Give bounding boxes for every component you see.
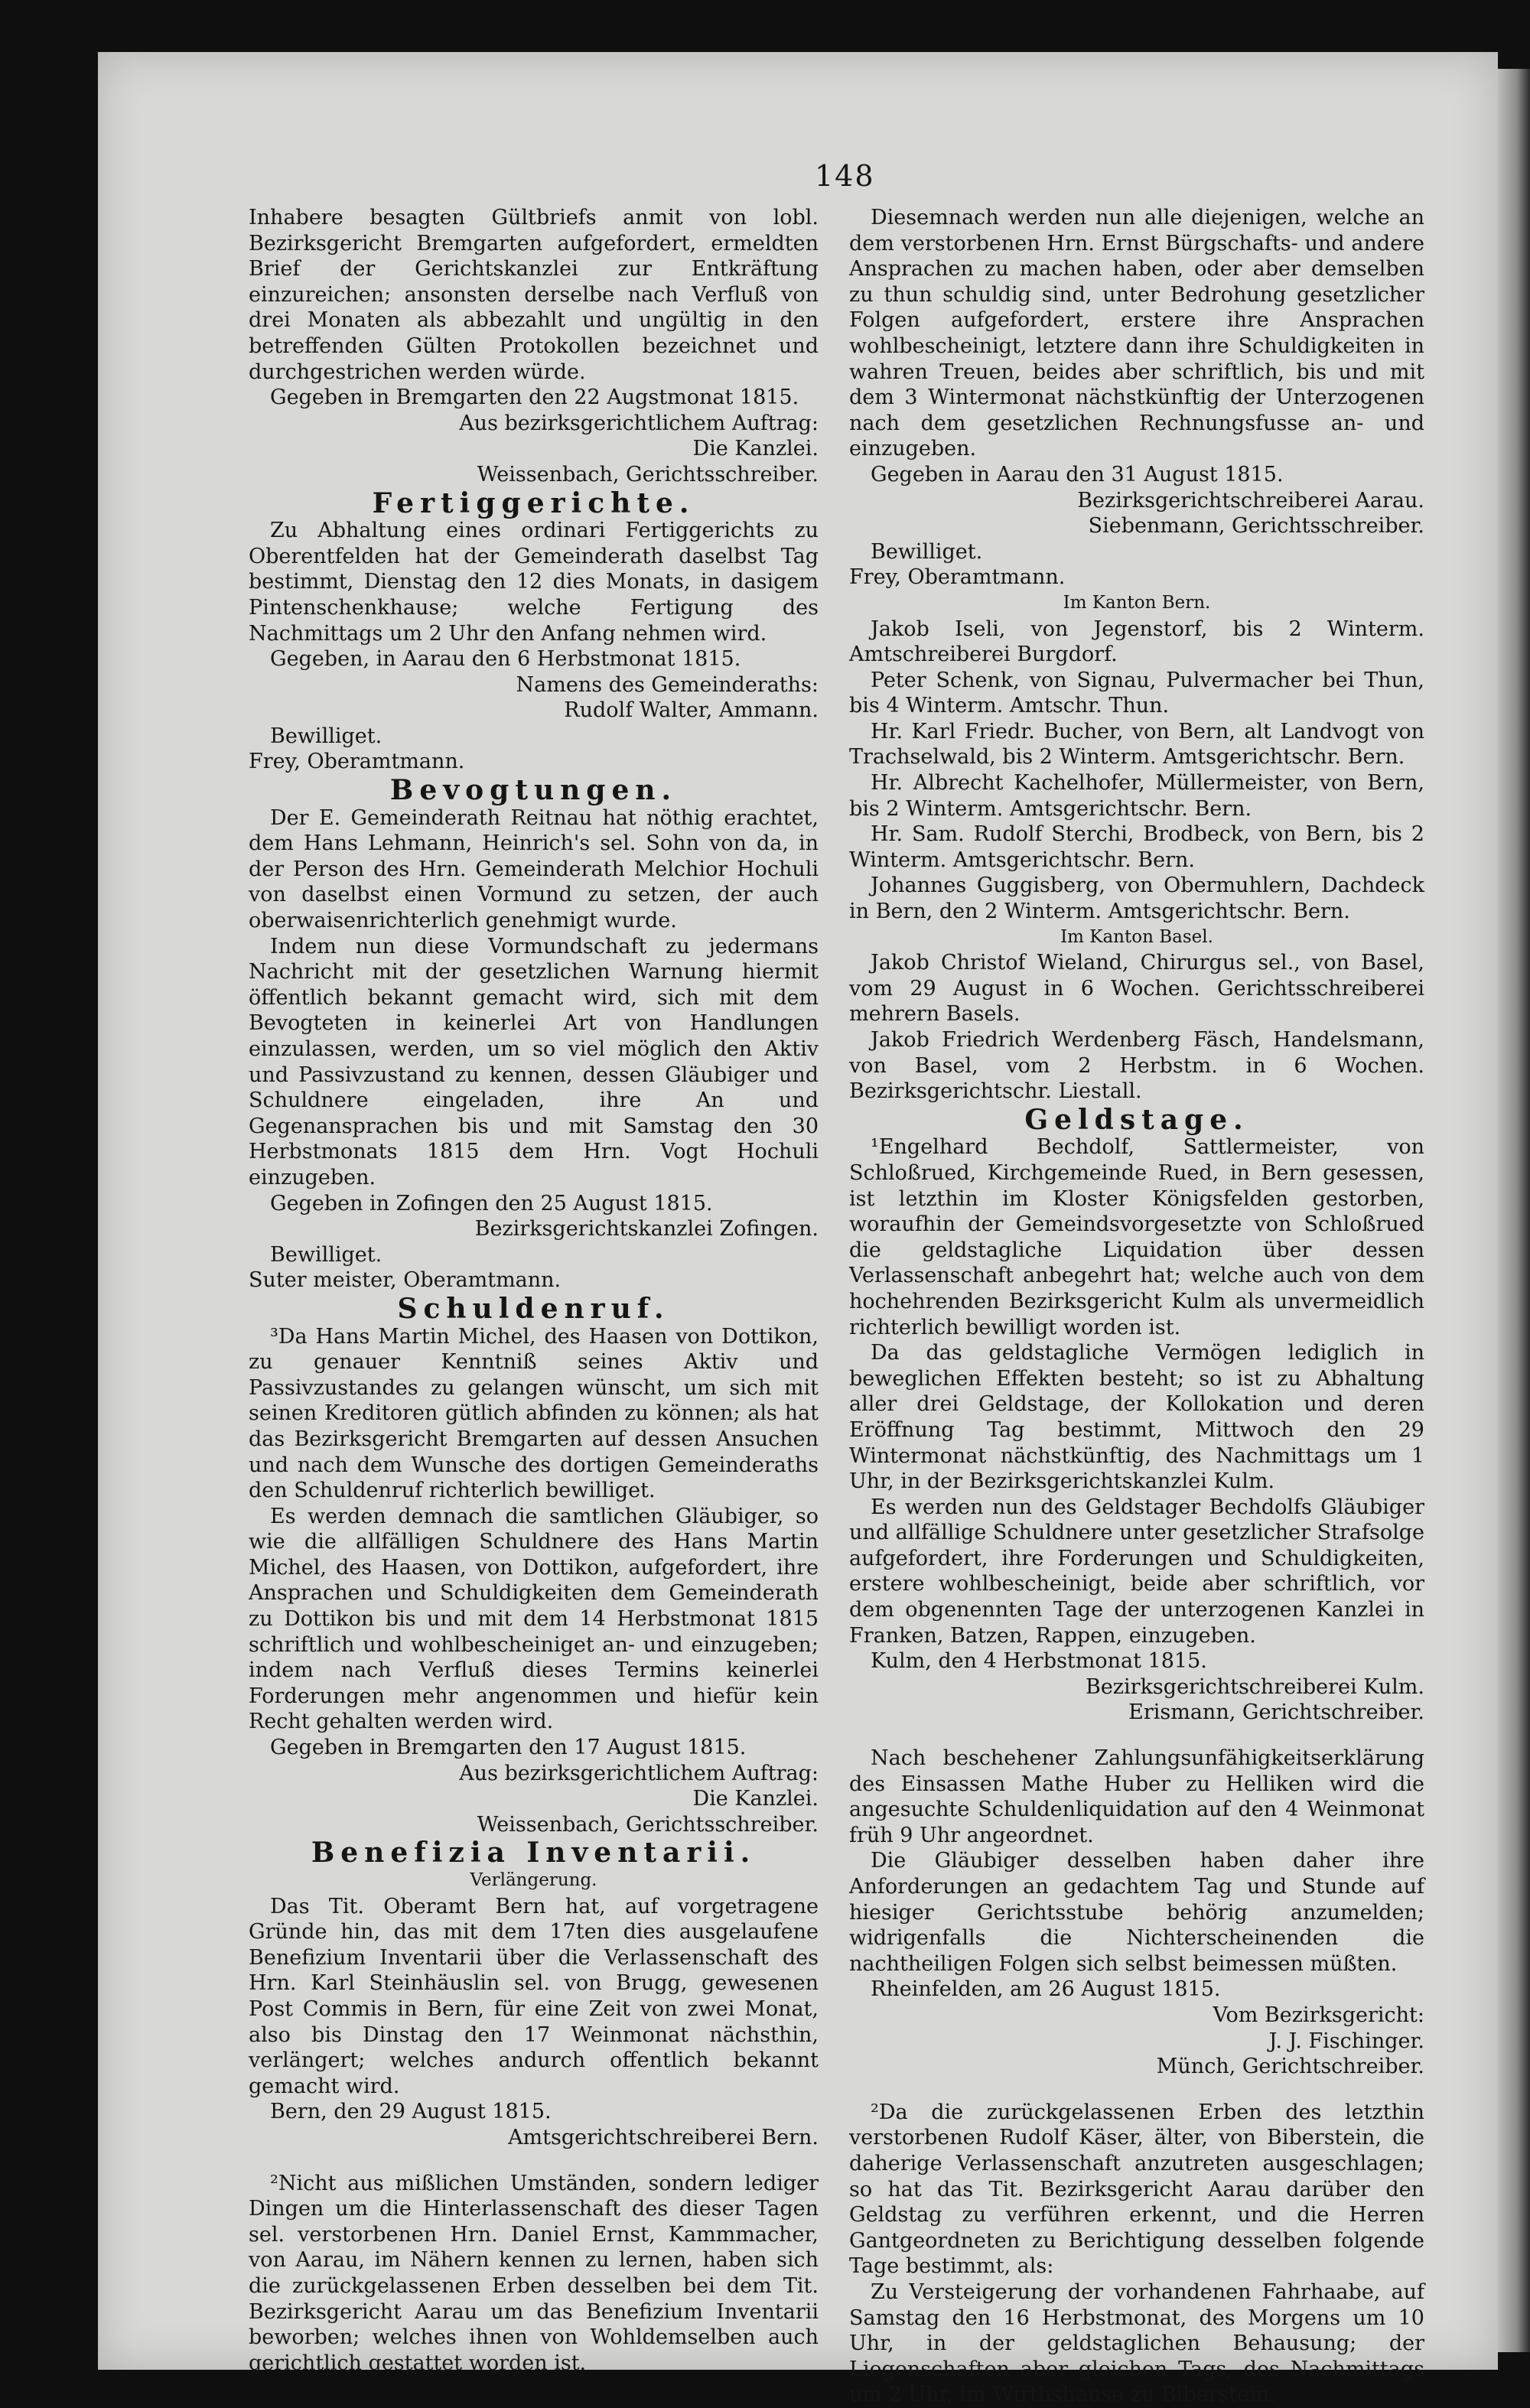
section-heading: Benefizia Inventarii.: [311, 1837, 757, 1869]
paragraph: ¹Engelhard Bechdolf, Sattlermeister, von Schloßrued, Kirchgemeinde Rued, in Bern gesessen, ist letzthin im Kloster Königsfelden gestorben, woraufhin der Gemeindsvorgesetzte von Schloßrued die geldstagliche Liquidation über dessen Verlassenschaft anbegehrt hat; welche auch von dem hochehrenden Bezirksgericht Kulm als unvermeidlich richterlich bewilligt worden ist.: [849, 1135, 1424, 1339]
paragraph: Suter meister, Oberamtmann.: [249, 1268, 562, 1293]
paragraph: Frey, Oberamtmann.: [249, 750, 465, 774]
signature-line: Erismann, Gerichtschreiber.: [1128, 1700, 1424, 1725]
subheading: Verlängerung.: [470, 1870, 597, 1890]
paragraph: ³Da Hans Martin Michel, des Haasen von Dottikon, zu genauer Kenntniß seines Aktiv und Passivzustandes zu gelangen wünscht, um sich mit seinen Kreditoren gütlich abfinden zu können; als hat das Bezirksgericht Bremgarten auf dessen Ansuchen und nach dem Wunsche des dortigen Gemeinderaths den Schuldenruf richterlich bewilliget.: [249, 1324, 819, 1503]
paragraph: Jakob Christof Wieland, Chirurgus sel., von Basel, vom 29 August in 6 Wochen. Gerichtsschreiberei mehrern Basels.: [849, 951, 1424, 1027]
signature-line: J. J. Fischinger.: [1268, 2029, 1424, 2053]
signature-line: Die Kanzlei.: [692, 437, 819, 461]
signature-line: Bezirksgerichtschreiberei Aarau.: [1077, 488, 1424, 513]
section-heading: Geldstage.: [1024, 1103, 1249, 1136]
section-gap: [849, 1726, 1424, 1746]
right-column: [849, 205, 1424, 2408]
signature-line: Bezirksgerichtskanzlei Zofingen.: [474, 1217, 819, 1241]
paragraph: Es werden nun des Geldstager Bechdolfs Gläubiger und allfällige Schuldnere unter gesetzlicher Strafsolge aufgefordert, ihre Forderungen und Schuldigkeiten, erstere wohlbescheinigt, beide aber schriftlich, vor dem obgenennten Tage der unterzogenen Kanzlei in Franken, Batzen, Rappen, einzugeben.: [849, 1495, 1424, 1648]
paragraph: Gegeben in Zofingen den 25 August 1815.: [270, 1191, 713, 1215]
signature-line: Namens des Gemeinderaths:: [516, 672, 819, 697]
subheading: Im Kanton Bern.: [1063, 592, 1211, 613]
paragraph: Die Gläubiger desselben haben daher ihre Anforderungen an gedachtem Tag und Stunde auf hiesiger Gerichtsstube behörig anzumelden; widrigenfalls die Nichterscheinenden die nachtheiligen Folgen sich selbst beimessen müßten.: [849, 1849, 1424, 1976]
paragraph: Gegeben in Aarau den 31 August 1815.: [871, 462, 1284, 486]
section-heading: Schuldenruf.: [397, 1292, 670, 1325]
paragraph: Bewilliget.: [871, 539, 983, 564]
section-heading: Bevogtungen.: [389, 774, 678, 807]
section-heading: Fertiggerichte.: [372, 486, 695, 519]
paragraph: Zu Abhaltung eines ordinari Fertiggerichts zu Oberentfelden hat der Gemeinderath daselbst Tag bestimmt, Dienstag den 12 dies Monats, in dasigem Pintenschenkhause; welche Fertigung des Nachmittags um 2 Uhr den Anfang nehmen wird.: [249, 519, 819, 646]
paragraph: Johannes Guggisberg, von Obermuhlern, Dachdeck in Bern, den 2 Winterm. Amtsgerichtschr. Bern.: [849, 874, 1424, 924]
signature-line: Münch, Gerichtschreiber.: [1156, 2055, 1424, 2079]
paragraph: Bewilliget.: [270, 1242, 382, 1267]
paragraph: Gegeben, in Aarau den 6 Herbstmonat 1815.: [270, 647, 741, 672]
paragraph: Das Tit. Oberamt Bern hat, auf vorgetragene Gründe hin, das mit dem 17ten dies ausgelaufene Benefizium Inventarii über die Verlassenschaft des Hrn. Karl Steinhäuslin sel. von Brugg, gewesenen Post Commis in Bern, für eine Zeit von zwei Monat, also bis Dinstag den 17 Weinmonat nächsthin, verlängert; welches andurch offentlich bekannt gemacht wird.: [249, 1894, 819, 2098]
section-gap: [849, 2080, 1424, 2100]
paragraph: Der E. Gemeinderath Reitnau hat nöthig erachtet, dem Hans Lehmann, Heinrich's sel. Sohn von da, in der Person des Hrn. Gemeinderath Melchior Hochuli von daselbst einen Vormund zu setzen, der auch oberwaisenrichterlich genehmigt wurde.: [249, 805, 819, 933]
signature-line: Rudolf Walter, Ammann.: [564, 698, 819, 723]
paragraph: Hr. Sam. Rudolf Sterchi, Brodbeck, von Bern, bis 2 Winterm. Amtsgerichtschr. Bern.: [849, 822, 1424, 872]
paragraph: Da das geldstagliche Vermögen lediglich in beweglichen Effekten besteht; so ist zu Abhaltung aller drei Geldstage, der Kollokation und deren Eröffnung Tag bestimmt, Mittwoch den 29 Wintermonat nächstkünftig, des Nachmittags um 1 Uhr, in der Bezirksgerichtskanzlei Kulm.: [849, 1341, 1424, 1494]
signature-line: Aus bezirksgerichtlichem Auftrag:: [459, 411, 819, 435]
page-number: 148: [815, 159, 875, 193]
paragraph: Diesemnach werden nun alle diejenigen, welche an dem verstorbenen Hrn. Ernst Bürgschafts- und andere Ansprachen zu machen haben, oder aber demselben zu thun schuldig sind, unter Bedrohung gesetzlicher Folgen aufgefordert, erstere ihre Ansprachen wohlbescheinigt, letztere dann ihre Schuldigkeiten in wahren Treuen, beides aber schriftlich, bis und mit dem 3 Wintermonat nächstkünftig der Unterzogenen nach dem gesetzlichen Rechnungsfusse an- und einzugeben.: [849, 206, 1424, 461]
paragraph: Hr. Karl Friedr. Bucher, von Bern, alt Landvogt von Trachselwald, bis 2 Winterm. Amtsgerichtschr. Bern.: [849, 719, 1424, 770]
left-column: [249, 205, 819, 2376]
signature-line: Vom Bezirksgericht:: [1213, 2003, 1424, 2027]
paragraph: Nach beschehener Zahlungsunfähigkeitserklärung des Einsassen Mathe Huber zu Helliken wird die angesuchte Schuldenliquidation auf den 4 Weinmonat früh 9 Uhr angeordnet.: [849, 1746, 1424, 1847]
signature-line: Bezirksgerichtschreiberei Kulm.: [1085, 1674, 1424, 1699]
paragraph: Zu Versteigerung der vorhandenen Fahrhaabe, auf Samstag den 16 Herbstmonat, des Morgens um 10 Uhr, in der geldstaglichen Behausung; der Liegenschaften aber gleichen Tags, des Nachmittags um 2 Uhr, im Wirthshause zu Biberstein.: [849, 2279, 1424, 2407]
paragraph: Hr. Albrecht Kachelhofer, Müllermeister, von Bern, bis 2 Winterm. Amtsgerichtschr. Bern.: [849, 771, 1424, 821]
paragraph: Jakob Iseli, von Jegenstorf, bis 2 Winterm. Amtschreiberei Burgdorf.: [849, 617, 1424, 667]
paragraph: Inhabere besagten Gültbriefs anmit von lobl. Bezirksgericht Bremgarten aufgefordert, ermeldten Brief der Gerichtskanzlei zur Entkräftung einzureichen; ansonsten derselbe nach Verfluß von drei Monaten als abbezahlt und ungültig in den betreffenden Gülten Protokollen bezeichnet und durchgestrichen werden würde.: [249, 206, 819, 384]
paragraph: Rheinfelden, am 26 August 1815.: [871, 1977, 1221, 2002]
paragraph: Es werden demnach die samtlichen Gläubiger, so wie die allfälligen Schuldnere des Hans Martin Michel, des Haasen, von Dottikon, aufgefordert, ihre Ansprachen und Schuldigkeiten dem Gemeinderath zu Dottikon bis und mit dem 14 Herbstmonat 1815 schriftlich und wohlbescheiniget an- und einzugeben; indem nach Verfluß dieses Termins keinerlei Forderungen mehr angenommen und hiefür kein Recht gehalten werden wird.: [249, 1504, 819, 1734]
paragraph: Frey, Oberamtmann.: [849, 565, 1066, 590]
paragraph: Gegeben in Bremgarten den 17 August 1815.: [270, 1736, 747, 1760]
signature-line: Amtsgerichtschreiberei Bern.: [508, 2125, 819, 2149]
signature-line: Weissenbach, Gerichtsschreiber.: [477, 462, 819, 486]
next-page-edge: [1498, 69, 1530, 2352]
paragraph: Indem nun diese Vormundschaft zu jedermans Nachricht mit der gesetzlichen Warnung hiermit öffentlich bekannt gemacht wird, sich mit dem Bevogteten in keinerlei Art von Handlungen einzulassen, werden, um so viel möglich den Aktiv und Passivzustand zu kennen, dessen Gläubiger und Schuldnere eingeladen, ihre An und Gegenansprachen bis und mit Samstag den 30 Herbstmonats 1815 dem Hrn. Vogt Hochuli einzugeben.: [249, 934, 819, 1189]
subheading: Im Kanton Basel.: [1060, 926, 1213, 947]
paragraph: Jakob Friedrich Werdenberg Fäsch, Handelsmann, von Basel, vom 2 Herbstm. in 6 Wochen. Bezirksgerichtschr. Liestall.: [849, 1028, 1424, 1104]
paragraph: Kulm, den 4 Herbstmonat 1815.: [871, 1649, 1207, 1674]
paragraph: Bern, den 29 August 1815.: [270, 2100, 552, 2124]
section-gap: [249, 2151, 819, 2171]
paragraph: Peter Schenk, von Signau, Pulvermacher bei Thun, bis 4 Winterm. Amtschr. Thun.: [849, 668, 1424, 718]
paragraph: Gegeben in Bremgarten den 22 Augstmonat 1815.: [270, 386, 799, 410]
signature-line: Weissenbach, Gerichtsschreiber.: [477, 1812, 819, 1837]
signature-line: Siebenmann, Gerichtsschreiber.: [1088, 514, 1424, 539]
paragraph: ²Nicht aus mißlichen Umständen, sondern lediger Dingen um die Hinterlassenschaft des dieser Tagen sel. verstorbenen Hrn. Daniel Ernst, Kammmacher, von Aarau, im Nähern kennen zu lernen, haben sich die zurückgelassenen Erben desselben bei dem Tit. Bezirksgericht Aarau um das Benefizium Inventarii beworben; welches ihnen von Wohldemselben auch gerichtlich gestattet worden ist.: [249, 2171, 819, 2375]
signature-line: Die Kanzlei.: [692, 1787, 819, 1811]
paragraph: Bewilliget.: [270, 724, 382, 748]
paragraph: ²Da die zurückgelassenen Erben des letzthin verstorbenen Rudolf Käser, älter, von Biberstein, die daherige Verlassenschaft anzutreten ausgeschlagen; so hat das Tit. Bezirksgericht Aarau darüber den Geldstag zu verführen erkennt, und die Herren Gantgeordneten zu Berichtigung desselben folgende Tage bestimmt, als:: [849, 2100, 1424, 2279]
signature-line: Aus bezirksgerichtlichem Auftrag:: [459, 1761, 819, 1785]
